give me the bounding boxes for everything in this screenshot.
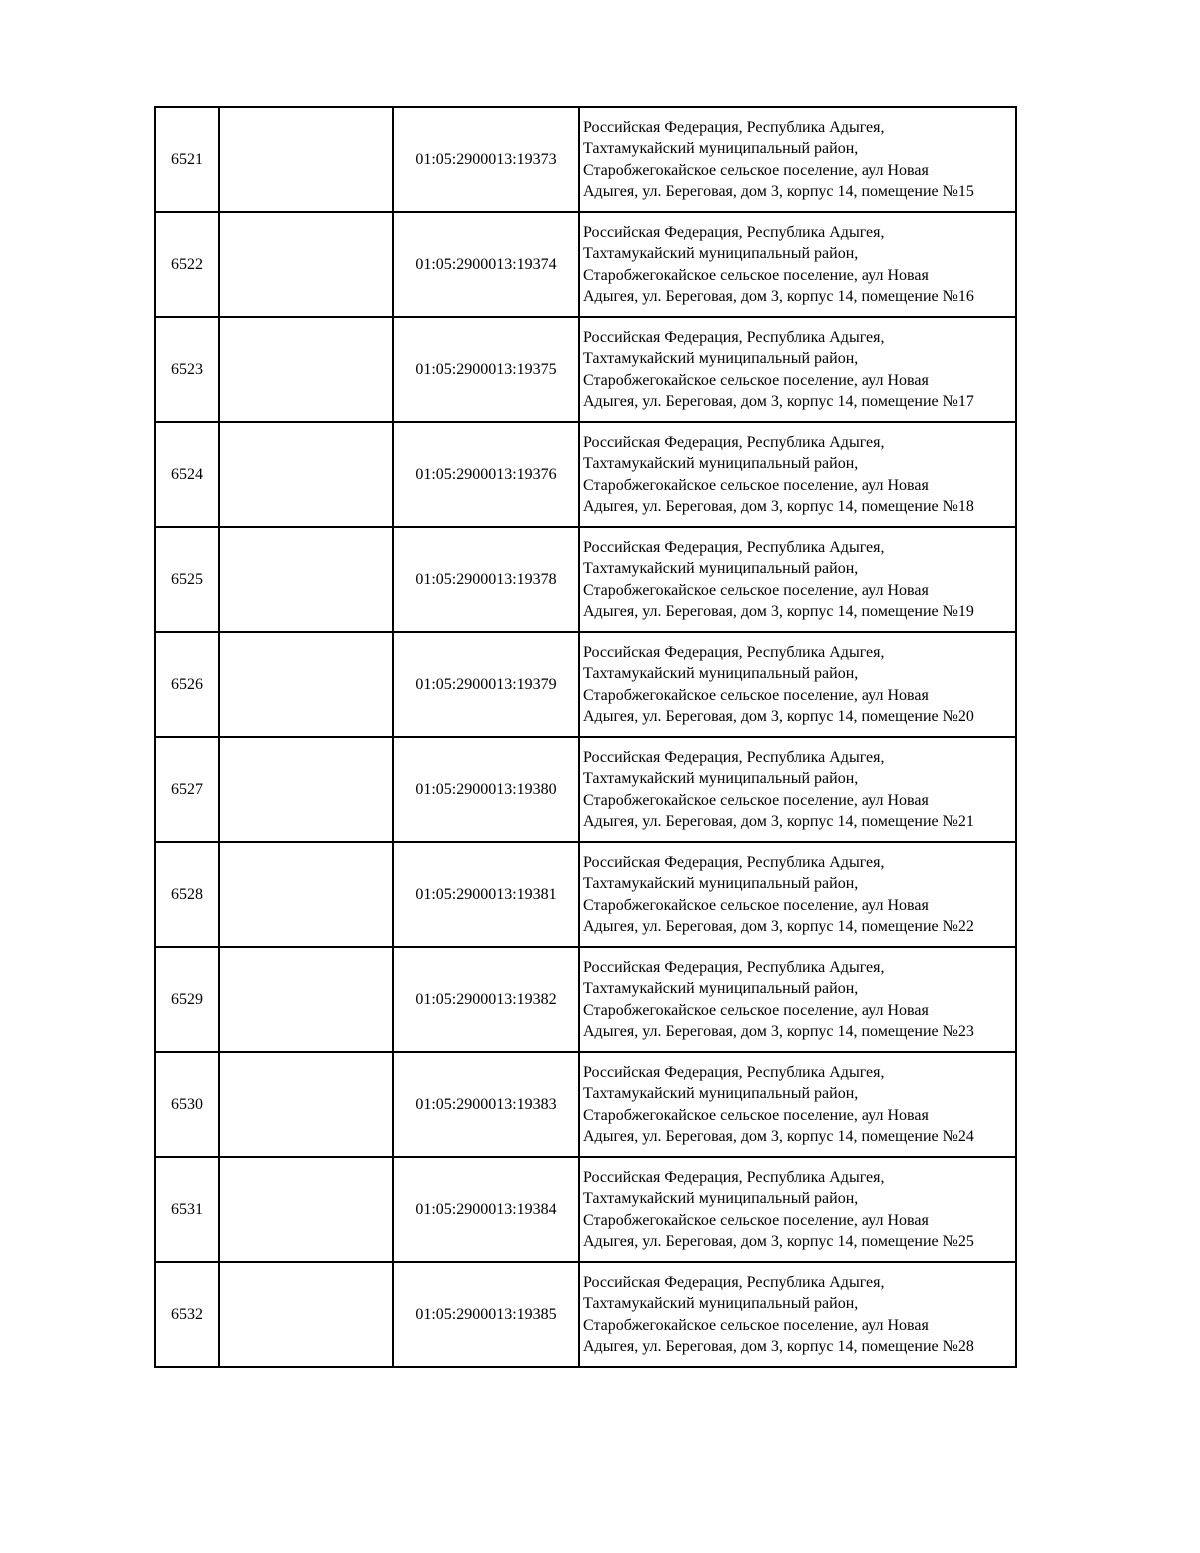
empty-cell xyxy=(219,422,393,527)
address-line: Старобжегокайское сельское поселение, аул Новая xyxy=(583,266,929,284)
address-cell xyxy=(579,842,1016,947)
table-row xyxy=(155,422,1016,527)
address-line: Адыгея, ул. Береговая, дом 3, корпус 14, помещение №23 xyxy=(583,1023,974,1040)
address-line: Тахтамукайский муниципальный район, xyxy=(583,245,859,262)
address-cell xyxy=(579,422,1016,527)
address-line: Российская Федерация, Республика Адыгея, xyxy=(583,643,885,661)
address-line: Тахтамукайский муниципальный район, xyxy=(583,350,859,367)
address-line: Российская Федерация, Республика Адыгея, xyxy=(583,118,885,136)
address-cell xyxy=(579,632,1016,737)
address-cell xyxy=(579,1052,1016,1157)
address-cell xyxy=(579,107,1016,212)
address-line: Тахтамукайский муниципальный район, xyxy=(583,665,859,682)
address-line: Старобжегокайское сельское поселение, аул Новая xyxy=(583,581,929,599)
address-line: Старобжегокайское сельское поселение, аул Новая xyxy=(583,161,929,179)
address-cell xyxy=(579,947,1016,1052)
cadastral-number-cell: 01:05:2900013:19374 xyxy=(393,212,579,317)
address-cell xyxy=(579,317,1016,422)
table-row xyxy=(155,107,1016,212)
row-number-cell: 6526 xyxy=(155,632,219,737)
address-line: Тахтамукайский муниципальный район, xyxy=(583,980,859,997)
row-number-cell: 6522 xyxy=(155,212,219,317)
address-line: Адыгея, ул. Береговая, дом 3, корпус 14, помещение №16 xyxy=(583,288,974,305)
address-line: Адыгея, ул. Береговая, дом 3, корпус 14, помещение №24 xyxy=(583,1128,974,1145)
cadastral-number-cell: 01:05:2900013:19382 xyxy=(393,947,579,1052)
address-line: Тахтамукайский муниципальный район, xyxy=(583,455,859,472)
address-cell xyxy=(579,737,1016,842)
cadastral-number-cell: 01:05:2900013:19381 xyxy=(393,842,579,947)
address-line: Адыгея, ул. Береговая, дом 3, корпус 14, помещение №17 xyxy=(583,393,974,410)
empty-cell xyxy=(219,737,393,842)
empty-cell xyxy=(219,947,393,1052)
empty-cell xyxy=(219,632,393,737)
address-line: Тахтамукайский муниципальный район, xyxy=(583,140,859,157)
empty-cell xyxy=(219,317,393,422)
empty-cell xyxy=(219,1157,393,1262)
row-number-cell: 6523 xyxy=(155,317,219,422)
registry-table-body xyxy=(155,107,1016,1367)
registry-table xyxy=(154,106,1017,1368)
address-line: Тахтамукайский муниципальный район, xyxy=(583,770,859,787)
cadastral-number-cell: 01:05:2900013:19384 xyxy=(393,1157,579,1262)
address-cell xyxy=(579,527,1016,632)
address-line: Российская Федерация, Республика Адыгея, xyxy=(583,538,885,556)
table-row xyxy=(155,1262,1016,1367)
address-line: Старобжегокайское сельское поселение, аул Новая xyxy=(583,1211,929,1229)
address-line: Российская Федерация, Республика Адыгея, xyxy=(583,433,885,451)
empty-cell xyxy=(219,842,393,947)
table-row xyxy=(155,737,1016,842)
address-line: Адыгея, ул. Береговая, дом 3, корпус 14, помещение №19 xyxy=(583,603,974,620)
address-line: Тахтамукайский муниципальный район, xyxy=(583,875,859,892)
address-cell xyxy=(579,1157,1016,1262)
table-row xyxy=(155,1157,1016,1262)
address-line: Адыгея, ул. Береговая, дом 3, корпус 14, помещение №21 xyxy=(583,813,974,830)
cadastral-number-cell: 01:05:2900013:19383 xyxy=(393,1052,579,1157)
row-number-cell: 6528 xyxy=(155,842,219,947)
row-number-cell: 6530 xyxy=(155,1052,219,1157)
address-line: Тахтамукайский муниципальный район, xyxy=(583,1295,859,1312)
address-line: Российская Федерация, Республика Адыгея, xyxy=(583,958,885,976)
cadastral-number-cell: 01:05:2900013:19378 xyxy=(393,527,579,632)
empty-cell xyxy=(219,107,393,212)
address-line: Старобжегокайское сельское поселение, аул Новая xyxy=(583,791,929,809)
table-row xyxy=(155,842,1016,947)
address-line: Тахтамукайский муниципальный район, xyxy=(583,1190,859,1207)
address-line: Российская Федерация, Республика Адыгея, xyxy=(583,1168,885,1186)
address-line: Старобжегокайское сельское поселение, аул Новая xyxy=(583,1001,929,1019)
table-row xyxy=(155,947,1016,1052)
address-line: Российская Федерация, Республика Адыгея, xyxy=(583,1273,885,1291)
row-number-cell: 6529 xyxy=(155,947,219,1052)
address-line: Российская Федерация, Республика Адыгея, xyxy=(583,223,885,241)
cadastral-number-cell: 01:05:2900013:19379 xyxy=(393,632,579,737)
row-number-cell: 6532 xyxy=(155,1262,219,1367)
cadastral-number-cell: 01:05:2900013:19375 xyxy=(393,317,579,422)
address-line: Старобжегокайское сельское поселение, аул Новая xyxy=(583,1316,929,1334)
address-line: Российская Федерация, Республика Адыгея, xyxy=(583,853,885,871)
address-line: Старобжегокайское сельское поселение, аул Новая xyxy=(583,896,929,914)
row-number-cell: 6531 xyxy=(155,1157,219,1262)
empty-cell xyxy=(219,1262,393,1367)
address-line: Адыгея, ул. Береговая, дом 3, корпус 14, помещение №15 xyxy=(583,183,974,200)
address-line: Адыгея, ул. Береговая, дом 3, корпус 14, помещение №25 xyxy=(583,1233,974,1250)
table-row xyxy=(155,632,1016,737)
address-line: Старобжегокайское сельское поселение, аул Новая xyxy=(583,1106,929,1124)
address-line: Российская Федерация, Республика Адыгея, xyxy=(583,328,885,346)
address-line: Старобжегокайское сельское поселение, аул Новая xyxy=(583,371,929,389)
cadastral-number-cell: 01:05:2900013:19380 xyxy=(393,737,579,842)
address-line: Адыгея, ул. Береговая, дом 3, корпус 14, помещение №18 xyxy=(583,498,974,515)
address-line: Адыгея, ул. Береговая, дом 3, корпус 14, помещение №28 xyxy=(583,1338,974,1355)
cadastral-number-cell: 01:05:2900013:19376 xyxy=(393,422,579,527)
cadastral-number-cell: 01:05:2900013:19373 xyxy=(393,107,579,212)
address-line: Адыгея, ул. Береговая, дом 3, корпус 14, помещение №20 xyxy=(583,708,974,725)
cadastral-number-cell: 01:05:2900013:19385 xyxy=(393,1262,579,1367)
address-line: Старобжегокайское сельское поселение, аул Новая xyxy=(583,686,929,704)
address-line: Российская Федерация, Республика Адыгея, xyxy=(583,748,885,766)
address-cell xyxy=(579,1262,1016,1367)
address-line: Российская Федерация, Республика Адыгея, xyxy=(583,1063,885,1081)
address-line: Адыгея, ул. Береговая, дом 3, корпус 14, помещение №22 xyxy=(583,918,974,935)
row-number-cell: 6524 xyxy=(155,422,219,527)
empty-cell xyxy=(219,212,393,317)
table-row xyxy=(155,1052,1016,1157)
empty-cell xyxy=(219,527,393,632)
address-line: Тахтамукайский муниципальный район, xyxy=(583,560,859,577)
address-cell xyxy=(579,212,1016,317)
row-number-cell: 6521 xyxy=(155,107,219,212)
address-line: Тахтамукайский муниципальный район, xyxy=(583,1085,859,1102)
empty-cell xyxy=(219,1052,393,1157)
table-row xyxy=(155,317,1016,422)
row-number-cell: 6525 xyxy=(155,527,219,632)
row-number-cell: 6527 xyxy=(155,737,219,842)
address-line: Старобжегокайское сельское поселение, аул Новая xyxy=(583,476,929,494)
table-row xyxy=(155,527,1016,632)
table-row xyxy=(155,212,1016,317)
